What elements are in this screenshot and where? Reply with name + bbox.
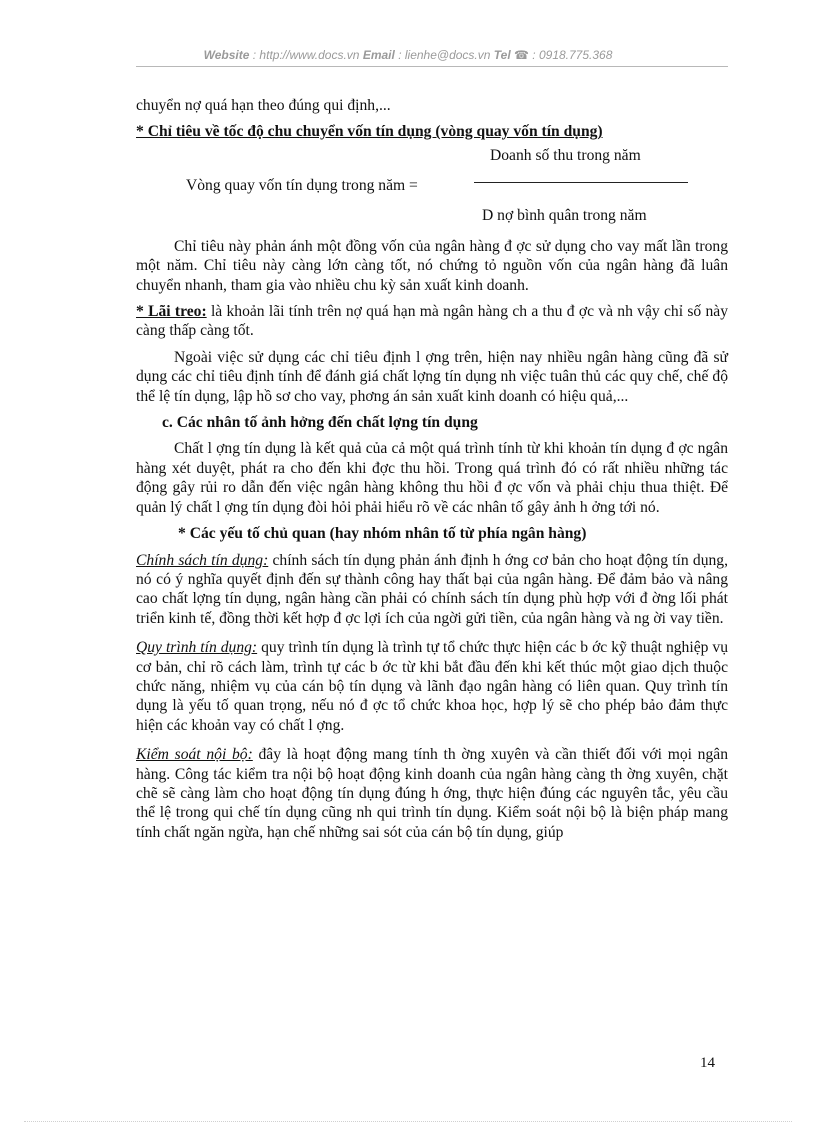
term-label: Quy trình tín dụng:: [136, 639, 258, 657]
term-label: Chính sách tín dụng:: [136, 551, 269, 569]
website-value: : http://www.docs.vn: [252, 48, 360, 62]
paragraph: chuyển nợ quá hạn theo đúng qui định,...: [136, 97, 391, 114]
paragraph-text: là khoản lãi tính trên nợ quá hạn mà ngân hàng ch a thu đ ợc và nh vậy chỉ số này càng thấp càng tốt.: [136, 303, 728, 340]
paragraph-text: chính sách tín dụng phản ánh định h ớng cơ bản cho hoạt động tín dụng, nó có ý nghĩa quyết định đến sự thành công hay thất bại của ngân hàng. Để đảm bảo và nâng cao chất lợng tín dụng, ngân hàng cần phải có chính sách tín dụng phù hợp với đ ờng lối phát triển kinh tế, đồng thời kết hợp đ ợc lợi ích của ngời gửi tiền, của ngân hàng và ng ời vay tiền.: [136, 551, 729, 627]
page-header: [0, 48, 816, 62]
page-number: 14: [700, 1055, 715, 1071]
formula: [136, 146, 728, 230]
fraction-bar: [474, 182, 688, 183]
formula-numerator: Doanh số thu trong năm: [490, 146, 641, 164]
formula-label: Vòng quay vốn tín dụng trong năm =: [186, 176, 418, 194]
term-label: Kiểm soát nội bộ:: [136, 746, 253, 764]
document-body: [136, 96, 728, 842]
tel-label: Tel: [493, 48, 511, 62]
tel-value: ☎ : 0918.775.368: [514, 48, 613, 62]
paragraph: Ngoài việc sử dụng các chỉ tiêu định l ợng trên, hiện nay nhiều ngân hàng cũng đã sử dụng các chỉ tiêu định tính để đánh giá chất lợng tín dụng nh việc tuân thủ các quy chế, chế độ thể lệ tín dụng, lập hồ sơ cho vay, phơng án sản xuất kinh doanh có hiệu quả,...: [136, 348, 728, 405]
paragraph: Chất l ợng tín dụng là kết quả của cả một quá trình tính từ khi khoản tín dụng đ ợc ngân hàng xét duyệt, phát ra cho đến khi đợc thu hồi. Trong quá trình đó có rất nhiều những tác động gây rủi ro dẫn đến việc ngân hàng không thu hồi đ ợc vốn và phải chịu thua thiệt. Để quản lý chất l ợng tín dụng đòi hỏi phải hiểu rõ về các nhân tố gây ảnh h ởng tới nó.: [136, 440, 728, 516]
email-label: Email: [362, 48, 395, 62]
section-heading: * Các yếu tố chủ quan (hay nhóm nhân tố từ phía ngân hàng): [178, 525, 587, 543]
section-heading: c. Các nhân tố ảnh hởng đến chất lợng tín dụng: [162, 414, 478, 432]
paragraph-text: đây là hoạt động mang tính th ờng xuyên và cần thiết đối với mọi ngân hàng. Công tác kiểm tra nội bộ hoạt động kinh doanh của ngân hàng càng th ờng xuyên, chặt chẽ sẽ càng làm cho hoạt động tín dụng đúng h ớng, thực hiện đúng các nguyên tắc, yêu cầu thể lệ trong qui chế tín dụng cũng nh qui trình tín dụng. Kiểm soát nội bộ là biện pháp mang tính chất ngăn ngừa, hạn chế những sai sót của cán bộ tín dụng, giúp: [136, 746, 728, 841]
formula-denominator: D nợ bình quân trong năm: [482, 206, 647, 224]
paragraph: [136, 551, 728, 629]
email-value: : lienhe@docs.vn: [398, 48, 491, 62]
paragraph: Chỉ tiêu này phản ánh một đồng vốn của ngân hàng đ ợc sử dụng cho vay mất lần trong một năm. Chỉ tiêu này càng lớn càng tốt, nó chứng tỏ nguồn vốn của ngân hàng đã luân chuyển nhanh, tham gia vào nhiều chu kỳ sản xuất kinh doanh.: [136, 237, 728, 294]
paragraph: [136, 745, 728, 842]
section-heading: * Chỉ tiêu về tốc độ chu chuyển vốn tín dụng (vòng quay vốn tín dụng): [136, 123, 603, 141]
paragraph: [136, 302, 728, 341]
term-label: * Lãi treo:: [136, 303, 207, 321]
paragraph: [136, 638, 728, 735]
footer-divider: [24, 1121, 792, 1122]
paragraph-text: quy trình tín dụng là trình tự tổ chức thực hiện các b ớc kỹ thuật nghiệp vụ cơ bản, chỉ rõ cách làm, trình tự các b ớc từ khi bắt đầu đến khi kết thúc một giao dịch thuộc chức năng, nhiệm vụ của cán bộ tín dụng và lãnh đạo ngân hàng có liên quan. Quy trình tín dụng là yếu tố quan trọng, nếu nó đ ợc tổ chức khoa học, hợp lý sẽ cho phép bảo đảm thực hiện các khoản vay có chất l ợng.: [136, 639, 728, 734]
header-divider: [136, 66, 728, 67]
website-label: Website: [203, 48, 250, 62]
